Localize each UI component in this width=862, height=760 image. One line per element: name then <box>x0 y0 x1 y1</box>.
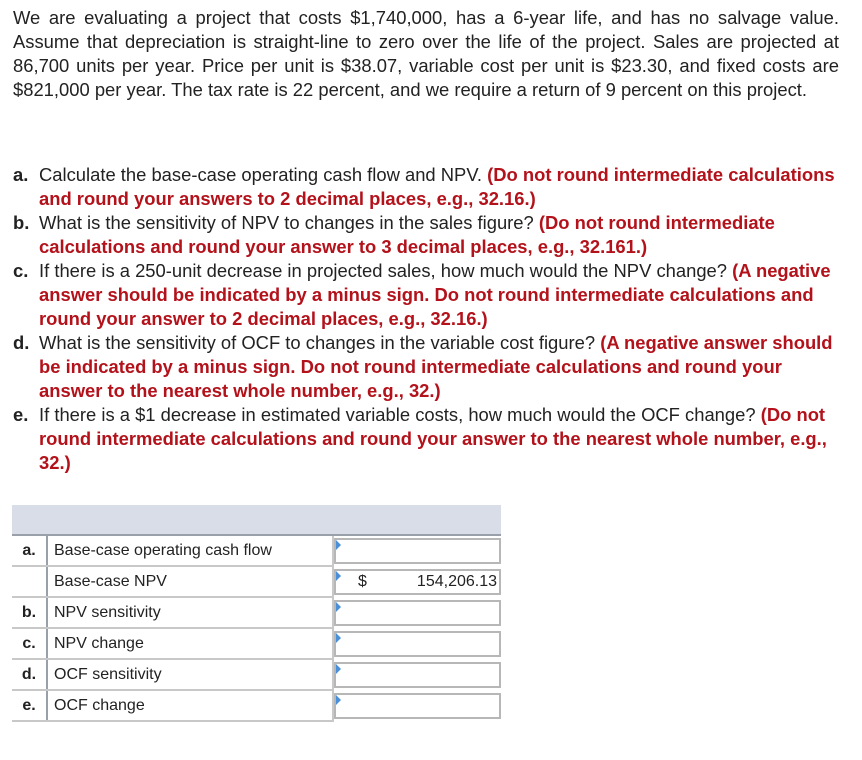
answer-row-ocf <box>12 535 501 566</box>
answer-row-ocf-change <box>12 690 501 721</box>
input-marker-icon <box>336 602 341 612</box>
row-label: NPV sensitivity <box>47 597 333 628</box>
answer-table <box>12 505 501 722</box>
row-letter: b. <box>12 597 47 628</box>
question-letter: d. <box>13 332 30 353</box>
input-marker-icon <box>336 540 341 550</box>
npv-input[interactable] <box>334 569 501 595</box>
question-b <box>13 211 843 259</box>
row-label: OCF sensitivity <box>47 659 333 690</box>
question-note: (Do not round intermediate calculations and round your answer to 3 decimal places, e.g., 32.161.) <box>39 212 775 257</box>
question-letter: b. <box>13 212 30 233</box>
row-label: Base-case operating cash flow <box>47 535 333 566</box>
question-e <box>13 403 843 475</box>
row-letter: a. <box>12 535 47 566</box>
question-note: (A negative answer should be indicated by a minus sign. Do not round intermediate calculations and round your answer to 2 decimal places, e.g., 32.16.) <box>39 260 831 329</box>
question-text: What is the sensitivity of NPV to changes in the sales figure? <box>39 212 534 233</box>
row-letter: d. <box>12 659 47 690</box>
row-label: Base-case NPV <box>47 566 333 597</box>
currency-symbol: $ <box>358 572 367 590</box>
question-note: (Do not round intermediate calculations and round your answers to 2 decimal places, e.g., 32.16.) <box>39 164 835 209</box>
question-list <box>13 163 843 475</box>
input-marker-icon <box>336 695 341 705</box>
row-label: OCF change <box>47 690 333 721</box>
row-label: NPV change <box>47 628 333 659</box>
question-letter: c. <box>13 260 29 281</box>
input-marker-icon <box>336 664 341 674</box>
input-marker-icon <box>336 633 341 643</box>
ocf-sensitivity-input[interactable] <box>334 662 501 688</box>
question-text: What is the sensitivity of OCF to changes in the variable cost figure? <box>39 332 596 353</box>
ocf-input[interactable] <box>334 538 501 564</box>
input-marker-icon <box>336 571 341 581</box>
npv-sensitivity-input[interactable] <box>334 600 501 626</box>
question-c <box>13 259 843 331</box>
question-note: (Do not round intermediate calculations and round your answer to the nearest whole number, e.g., 32.) <box>39 404 827 473</box>
row-letter <box>12 566 47 597</box>
problem-statement: We are evaluating a project that costs $1,740,000, has a 6-year life, and has no salvage value. Assume that depreciation is straight-line to zero over the life of the project. Sales are projected at 86,700 units per year. Price per unit is $38.07, variable cost per unit is $23.30, and fixed costs are $821,000 per year. The tax rate is 22 percent, and we require a return of 9 percent on this project. <box>13 7 839 100</box>
question-text: If there is a 250-unit decrease in projected sales, how much would the NPV change? <box>39 260 728 281</box>
answer-row-npv-sensitivity <box>12 597 501 628</box>
answer-table-header <box>12 505 501 535</box>
question-text: If there is a $1 decrease in estimated variable costs, how much would the OCF change? <box>39 404 756 425</box>
question-note: (A negative answer should be indicated by a minus sign. Do not round intermediate calculations and round your answer to the nearest whole number, e.g., 32.) <box>39 332 833 401</box>
answer-row-npv-change <box>12 628 501 659</box>
answer-row-ocf-sensitivity <box>12 659 501 690</box>
question-d <box>13 331 843 403</box>
input-value: 154,206.13 <box>416 572 497 590</box>
npv-change-input[interactable] <box>334 631 501 657</box>
row-letter: e. <box>12 690 47 721</box>
ocf-change-input[interactable] <box>334 693 501 719</box>
question-letter: a. <box>13 164 29 185</box>
question-letter: e. <box>13 404 29 425</box>
question-text: Calculate the base-case operating cash flow and NPV. <box>39 164 483 185</box>
question-a <box>13 163 843 211</box>
answer-row-npv <box>12 566 501 597</box>
row-letter: c. <box>12 628 47 659</box>
